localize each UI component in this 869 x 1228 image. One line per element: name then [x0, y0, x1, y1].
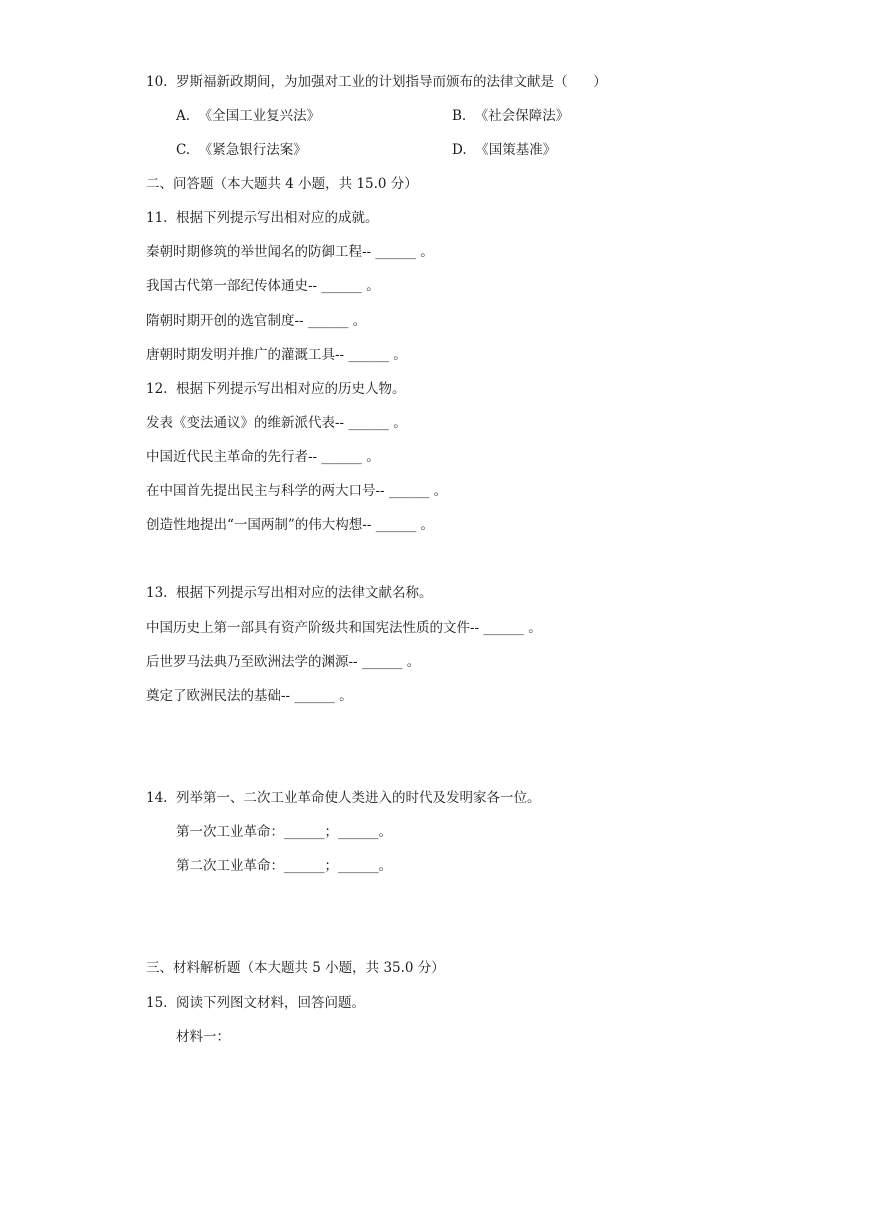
- q10-option-a: A. 《全国工业复兴法》: [176, 108, 321, 124]
- q11-item: 唐朝时期发明并推广的灌溉工具-- ______ 。: [146, 347, 407, 363]
- q13-item: 后世罗马法典乃至欧洲法学的渊源-- ______ 。: [146, 654, 421, 670]
- q11-item: 我国古代第一部纪传体通史-- ______ 。: [146, 278, 380, 294]
- q10-option-b: B. 《社会保障法》: [452, 108, 570, 124]
- q13-stem: 13. 根据下列提示写出相对应的法律文献名称。: [146, 585, 433, 601]
- q13-item: 中国历史上第一部具有资产阶级共和国宪法性质的文件-- ______ 。: [146, 620, 542, 636]
- q13-item: 奠定了欧洲民法的基础-- ______ 。: [146, 688, 353, 704]
- q12-item: 在中国首先提出民主与科学的两大口号-- ______ 。: [146, 483, 448, 499]
- q11-item: 隋朝时期开创的选官制度-- ______ 。: [146, 313, 367, 329]
- q11-item: 秦朝时期修筑的举世闻名的防御工程-- ______ 。: [146, 244, 434, 260]
- section2-heading: 二、问答题（本大题共 4 小题，共 15.0 分）: [146, 176, 418, 192]
- q14-item: 第一次工业革命：______；______。: [176, 824, 392, 840]
- q12-item: 中国近代民主革命的先行者-- ______ 。: [146, 449, 380, 465]
- q14-stem: 14. 列举第一、二次工业革命使人类进入的时代及发明家各一位。: [146, 790, 541, 806]
- q14-item: 第二次工业革命：______；______。: [176, 858, 392, 874]
- q10-stem: 10. 罗斯福新政期间，为加强对工业的计划指导而颁布的法律文献是（ ）: [146, 74, 607, 90]
- q12-item: 发表《变法通议》的维新派代表-- ______ 。: [146, 415, 407, 431]
- q15-stem: 15. 阅读下列图文材料，回答问题。: [146, 995, 366, 1011]
- q10-option-c: C. 《紧急银行法案》: [176, 142, 307, 158]
- q15-material-label: 材料一：: [176, 1029, 230, 1045]
- q12-stem: 12. 根据下列提示写出相对应的历史人物。: [146, 381, 406, 397]
- q11-stem: 11. 根据下列提示写出相对应的成就。: [146, 210, 379, 226]
- section3-heading: 三、材料解析题（本大题共 5 小题，共 35.0 分）: [146, 960, 445, 976]
- q10-option-d: D. 《国策基准》: [452, 142, 557, 158]
- q12-item: 创造性地提出“一国两制”的伟大构想-- ______ 。: [146, 517, 435, 533]
